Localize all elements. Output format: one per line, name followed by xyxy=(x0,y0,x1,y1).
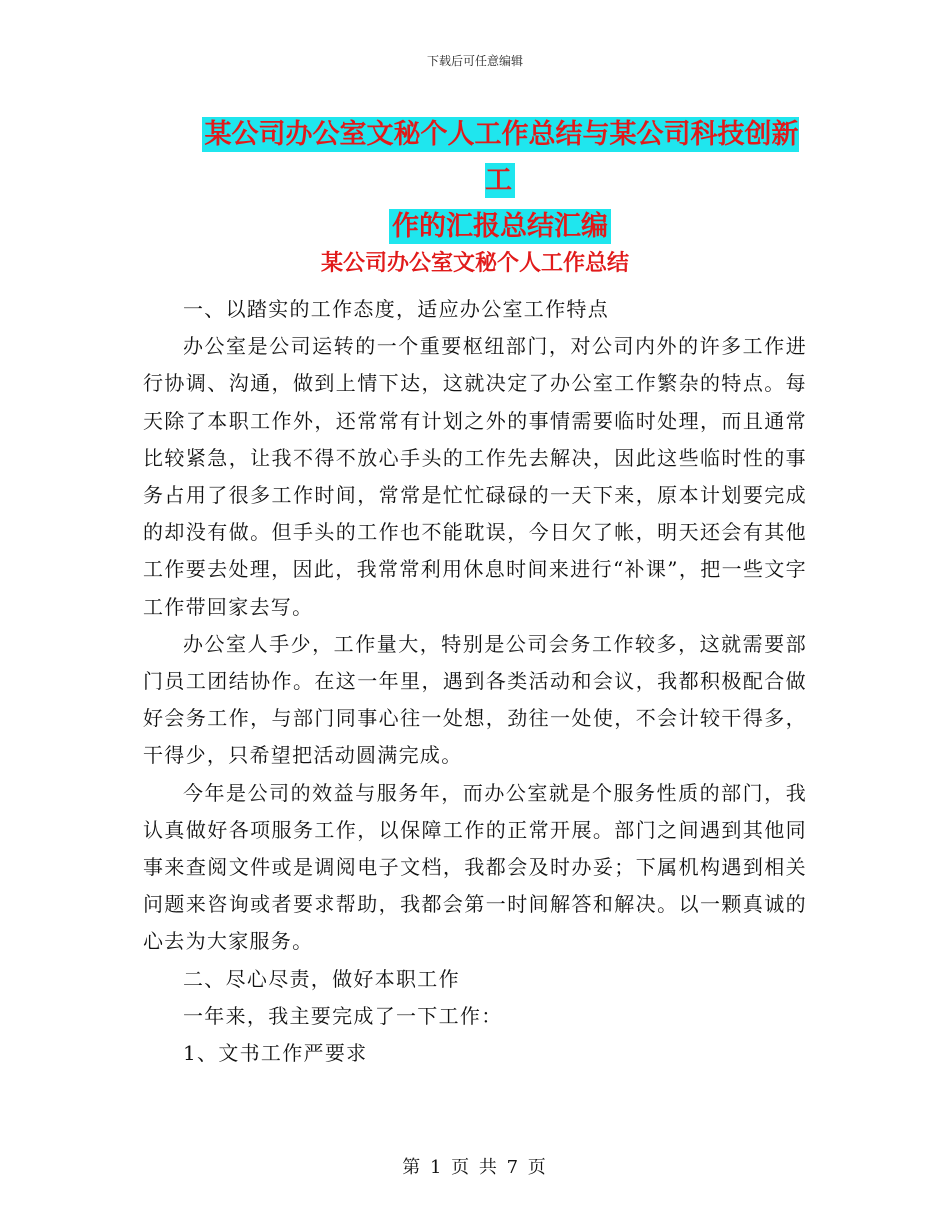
paragraph: 一、以踏实的工作态度，适应办公室工作特点 xyxy=(183,297,609,321)
section-title: 某公司办公室文秘个人工作总结 xyxy=(320,251,629,276)
document-title xyxy=(190,112,810,250)
page-footer: 第 1 页 共 7 页 xyxy=(402,1157,548,1178)
paragraph: 今年是公司的效益与服务年，而办公室就是个服务性质的部门，我认真做好各项服务工作，以保障工作的正常开展。部门之间遇到其他同事来查阅文件或是调阅电子文档，我都会及时办妥；下属机构遇到相关问题来咨询或者要求帮助，我都会第一时间解答和解决。以一颗真诚的心去为大家服务。 xyxy=(143,780,807,954)
document-body xyxy=(143,291,807,1072)
paragraph: 办公室是公司运转的一个重要枢纽部门，对公司内外的许多工作进行协调、沟通，做到上情下达，这就决定了办公室工作繁杂的特点。每天除了本职工作外，还常常有计划之外的事情需要临时处理，而且通常比较紧急，让我不得不放心手头的工作先去解决，因此这些临时性的事务占用了很多工作时间，常常是忙忙碌碌的一天下来，原本计划要完成的却没有做。但手头的工作也不能耽误，今日欠了帐，明天还会有其他工作要去处理，因此，我常常利用休息时间来进行“补课”，把一些文字工作带回家去写。 xyxy=(143,334,807,619)
document-title-line-2: 作的汇报总结汇编 xyxy=(389,209,611,244)
paragraph: 办公室人手少，工作量大，特别是公司会务工作较多，这就需要部门员工团结协作。在这一年里，遇到各类活动和会议，我都积极配合做好会务工作，与部门同事心往一处想，劲往一处使，不会计较干得多，干得少，只希望把活动圆满完成。 xyxy=(143,631,807,768)
paragraph: 二、尽心尽责，做好本职工作 xyxy=(183,966,460,991)
document-title-line-1: 某公司办公室文秘个人工作总结与某公司科技创新工 xyxy=(202,117,799,198)
header-note: 下载后可任意编辑 xyxy=(426,54,523,68)
paragraph: 1、文书工作严要求 xyxy=(183,1041,368,1066)
paragraph: 一年来，我主要完成了一下工作： xyxy=(183,1003,503,1028)
